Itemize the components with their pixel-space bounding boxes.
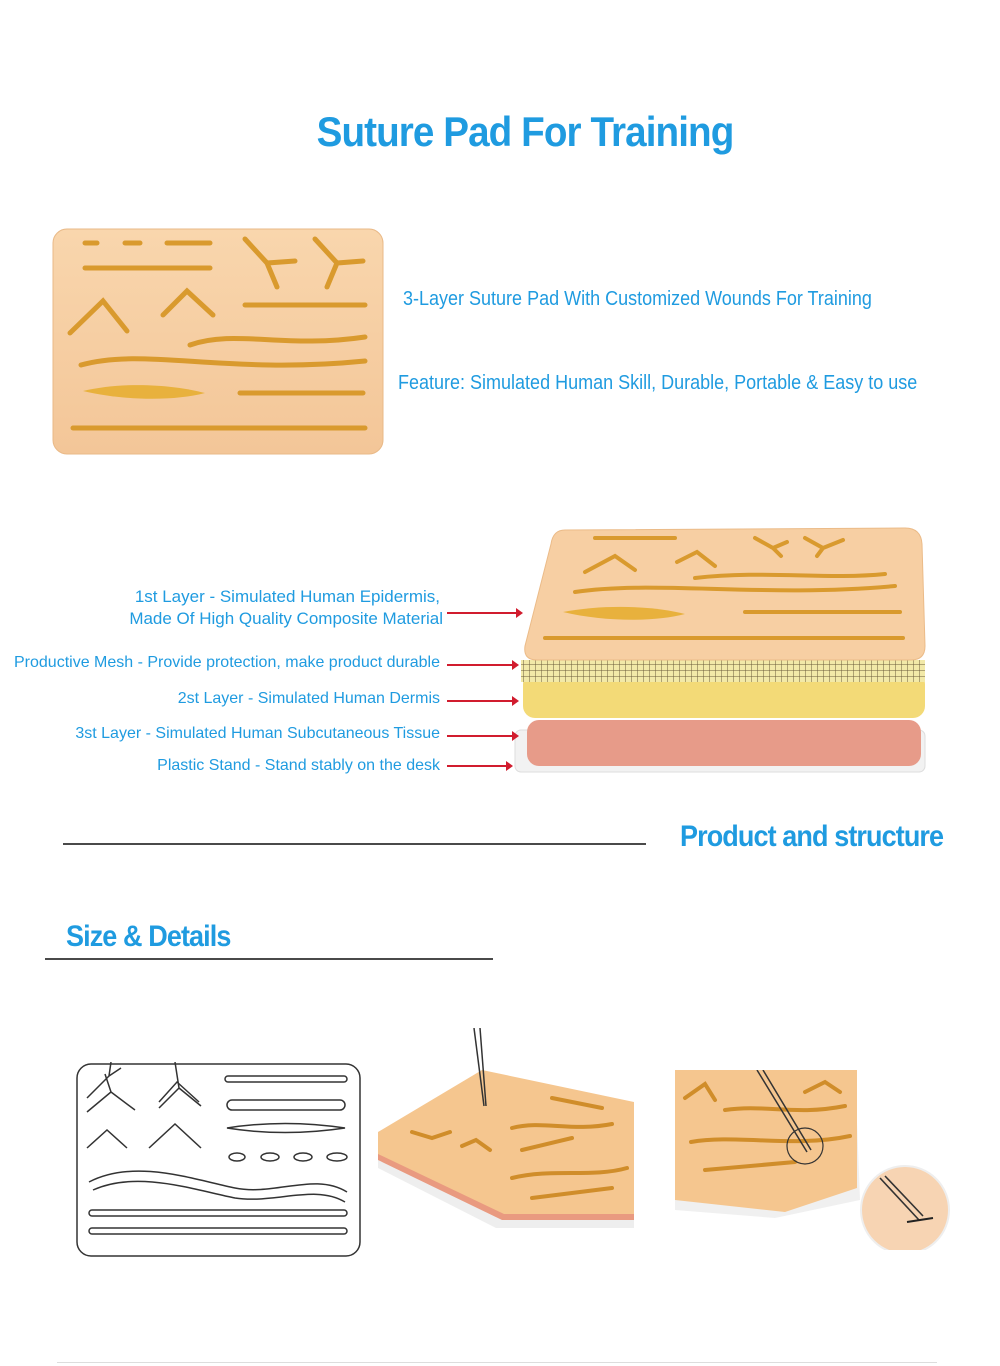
suture-pad-image [45,225,390,460]
red-arrow-icon [447,735,517,737]
red-arrow-icon [447,700,517,702]
pad-closeup-photo [675,1070,955,1250]
dermis-label: 2st Layer - Simulated Human Dermis [177,690,440,707]
feature-layers-text: 3-Layer Suture Pad With Customized Wounds For Training [403,288,872,310]
bottom-divider [57,1362,937,1363]
red-arrow-icon [447,765,511,767]
details-heading: Size & Details [66,920,231,953]
mesh-label: Productive Mesh - Provide protection, make product durable [14,654,440,671]
pad-line-drawing [75,1062,365,1262]
pad-needle-photo [372,1028,637,1250]
layer-structure-image [505,520,935,780]
subcutaneous-label: 3st Layer - Simulated Human Subcutaneous Tissue [75,725,440,742]
epidermis-label-line2: Made Of High Quality Composite Material [129,609,443,628]
section-divider [63,843,646,845]
stand-label: Plastic Stand - Stand stably on the desk [157,757,440,774]
red-arrow-icon [447,612,521,614]
feature-list-text: Feature: Simulated Human Skill, Durable, Portable & Easy to use [398,372,918,394]
epidermis-label-line1: 1st Layer - Simulated Human Epidermis, [134,587,440,606]
details-divider [45,958,493,960]
page-title: Suture Pad For Training [316,108,734,155]
structure-heading: Product and structure [680,820,944,853]
red-arrow-icon [447,664,517,666]
